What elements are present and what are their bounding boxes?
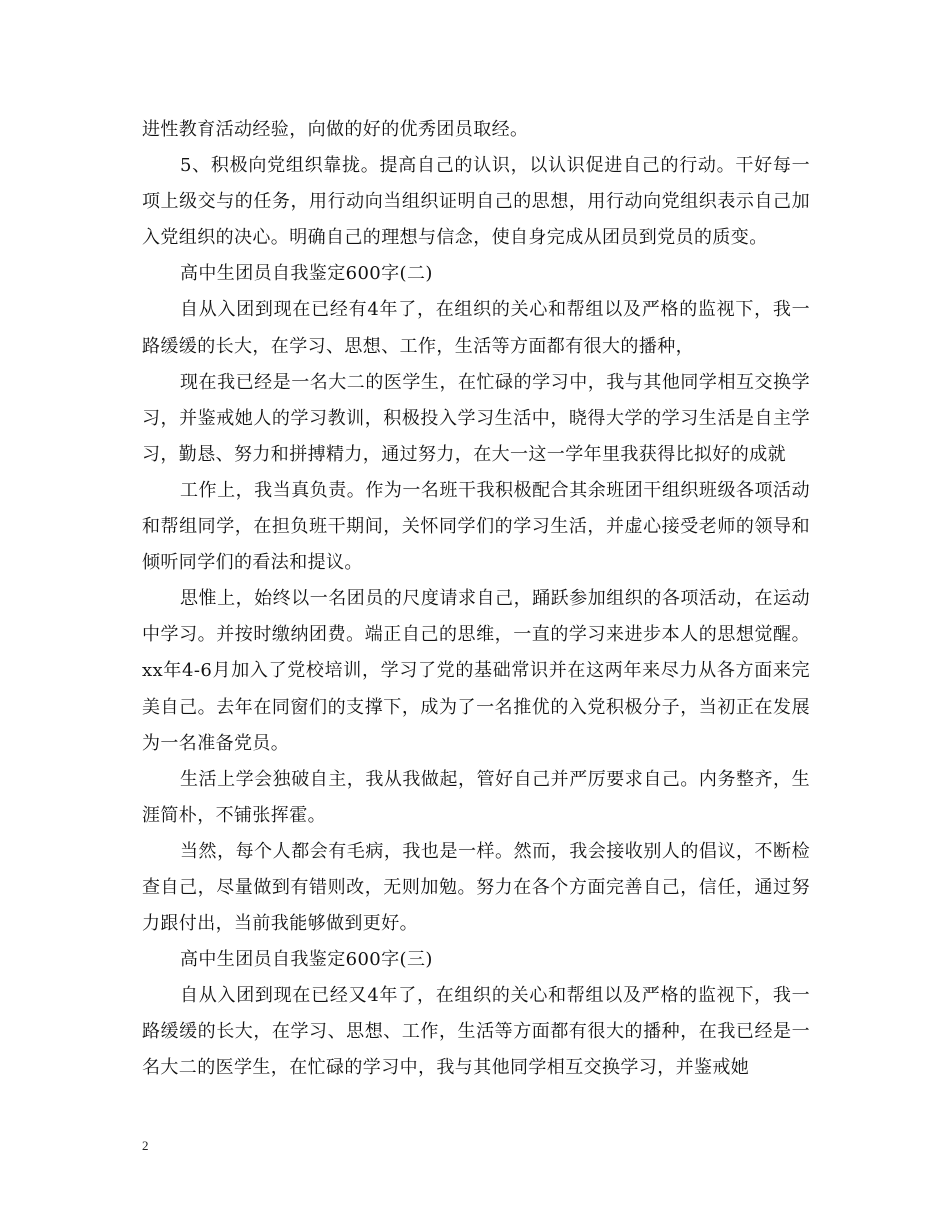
document-body (142, 112, 810, 1087)
paragraph: 思惟上，始终以一名团员的尺度请求自己，踊跃参加组织的各项活动，在运动中学习。并按时缴纳团费。端正自己的思维，一直的学习来进步本人的思想觉醒。 xx年4-6月加入了党校培训，学习了党的基础常识并在这两年来尽力从各方面来完美自己。去年在同窗们的支撑下，成为了一名推优的入党积极分子，当初正在发展为一名准备党员。 (142, 588, 810, 754)
paragraph: 自从入团到现在已经又4年了，在组织的关心和帮组以及严格的监视下，我一路缓缓的长大，在学习、思想、工作，生活等方面都有很大的播种，在我已经是一名大二的医学生，在忙碌的学习中，我与其他同学相互交换学习，并鉴戒她 (142, 985, 810, 1079)
paragraph: 工作上，我当真负责。作为一名班干我积极配合其余班团干组织班级各项活动和帮组同学，在担负班干期间，关怀同学们的学习生活，并虚心接受老师的领导和倾听同学们的看法和提议。 (142, 479, 810, 574)
paragraph: 当然，每个人都会有毛病，我也是一样。然而，我会接收别人的倡议，不断检查自己，尽量做到有错则改，无则加勉。努力在各个方面完善自己，信任，通过努力跟付出，当前我能够做到更好。 (142, 840, 810, 935)
paragraph: 现在我已经是一名大二的医学生，在忙碌的学习中，我与其他同学相互交换学习，并鉴戒她人的学习教训，积极投入学习生活中，晓得大学的学习生活是自主学习，勤恳、努力和拼搏精力，通过努力，在大一这一学年里我获得比拟好的成就 (142, 371, 810, 465)
section-heading-two: 高中生团员自我鉴定600字(二) (180, 263, 433, 285)
page-number: 2 (142, 1138, 149, 1153)
paragraph-item-5: 5、积极向党组织靠拢。提高自己的认识，以认识促进自己的行动。干好每一项上级交与的任务，用行动向当组织证明自己的思想，用行动向党组织表示自己加入党组织的决心。明确自己的理想与信念，使自身完成从团员到党员的质变。 (142, 155, 810, 249)
paragraph-continuation: 进性教育活动经验，向做的好的优秀团员取经。 (142, 119, 529, 140)
section-heading-three: 高中生团员自我鉴定600字(三) (180, 949, 433, 971)
paragraph: 自从入团到现在已经有4年了，在组织的关心和帮组以及严格的监视下，我一路缓缓的长大，在学习、思想、工作，生活等方面都有很大的播种， (142, 299, 810, 357)
paragraph: 生活上学会独破自主，我从我做起，管好自己并严厉要求自己。内务整齐，生涯简朴，不铺张挥霍。 (142, 768, 810, 826)
